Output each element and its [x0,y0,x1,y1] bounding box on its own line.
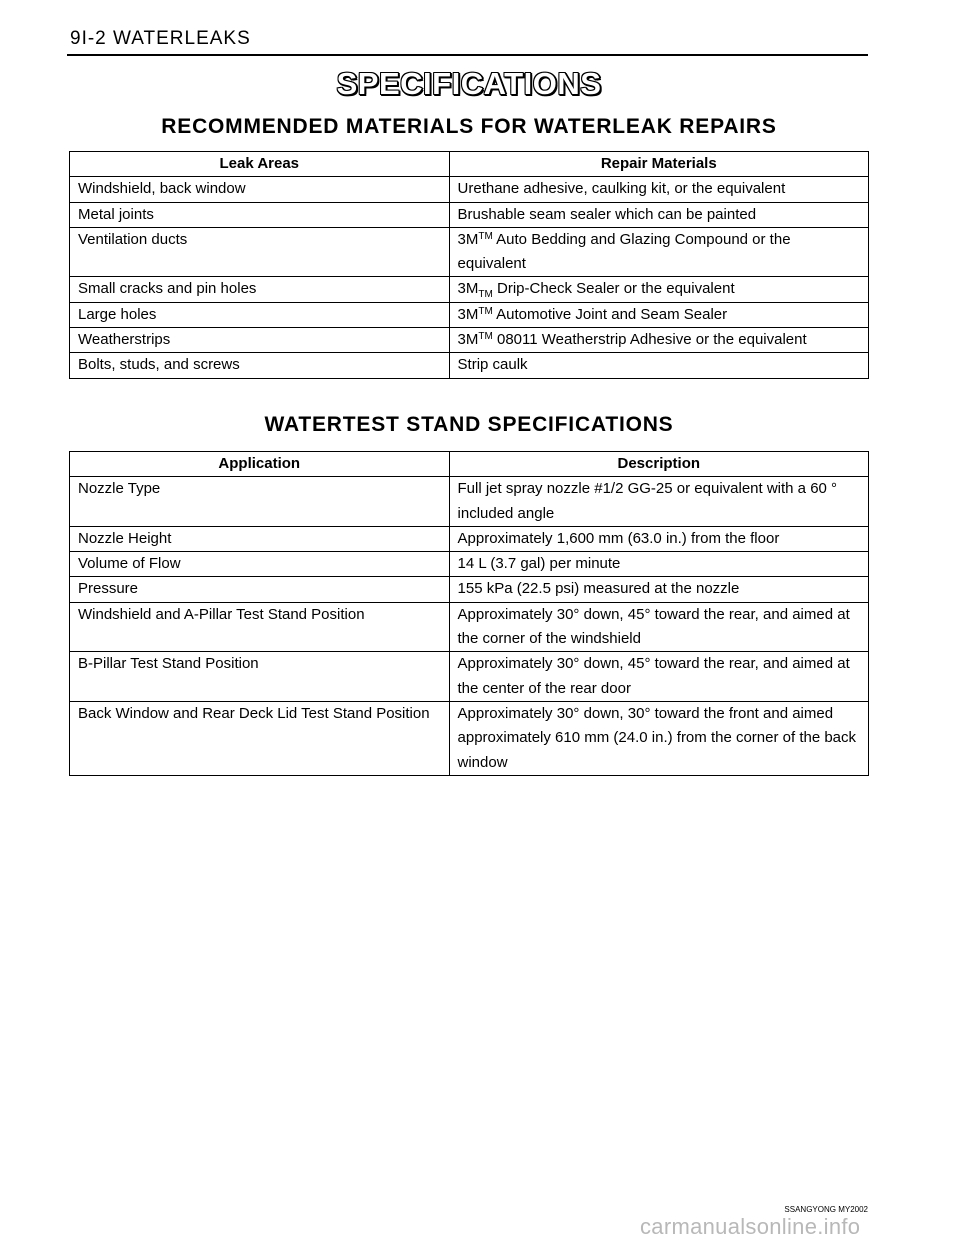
materials-table [69,151,869,379]
application-cell: Windshield and A-Pillar Test Stand Position [70,602,450,652]
page-header-title: 9I-2 WATERLEAKS [70,28,251,49]
table-row [70,353,869,378]
leak-area-cell: Large holes [70,302,450,327]
application-cell: Pressure [70,577,450,602]
brand-name: 3M [457,305,479,323]
repair-material-text: Auto Bedding and Glazing Compound or the equivalent [457,230,791,273]
column-header-repair-materials: Repair Materials [449,152,868,177]
repair-material-cell: Brushable seam sealer which can be painted [449,202,868,227]
watertest-section-title: WATERTEST STAND SPECIFICATIONS [264,413,674,436]
application-cell: Back Window and Rear Deck Lid Test Stand Position [70,701,450,775]
description-cell: Approximately 1,600 mm (63.0 in.) from the floor [449,526,868,551]
table-row [70,177,869,202]
header-rule [67,54,868,56]
brand-name: 3M [457,280,479,298]
description-cell: Approximately 30° down, 45° toward the rear, and aimed at the corner of the windshield [449,602,868,652]
brand-name: 3M [457,331,479,349]
watertest-header-row [70,452,869,477]
application-cell: Nozzle Height [70,526,450,551]
table-row [70,202,869,227]
table-row [70,328,869,353]
trademark-mark: TM [478,230,493,242]
trademark-mark: TM [478,305,493,317]
application-cell: B-Pillar Test Stand Position [70,652,450,702]
repair-material-cell [449,277,868,302]
application-cell: Nozzle Type [70,477,450,527]
column-header-application: Application [70,452,450,477]
description-cell: 155 kPa (22.5 psi) measured at the nozzle [449,577,868,602]
table-row [70,302,869,327]
description-cell: Approximately 30° down, 45° toward the rear, and aimed at the center of the rear door [449,652,868,702]
table-row [70,526,869,551]
leak-area-cell: Weatherstrips [70,328,450,353]
page-title: SPECIFICATIONS [336,66,602,101]
repair-material-cell [449,227,868,277]
table-row [70,477,869,527]
description-cell: 14 L (3.7 gal) per minute [449,552,868,577]
table-row [70,577,869,602]
column-header-description: Description [449,452,868,477]
repair-material-text: Drip-Check Sealer or the equivalent [492,280,735,298]
description-cell: Full jet spray nozzle #1/2 GG-25 or equivalent with a 60 ° included angle [449,477,868,527]
column-header-leak-areas: Leak Areas [70,152,450,177]
repair-material-cell: Urethane adhesive, caulking kit, or the equivalent [449,177,868,202]
table-row [70,652,869,702]
watertest-table [69,451,869,776]
leak-area-cell: Small cracks and pin holes [70,277,450,302]
leak-area-cell: Windshield, back window [70,177,450,202]
table-row [70,552,869,577]
description-cell: Approximately 30° down, 30° toward the front and aimed approximately 610 mm (24.0 in.) from the corner of the back window [449,701,868,775]
table-row [70,227,869,277]
application-cell: Volume of Flow [70,552,450,577]
repair-material-text: Automotive Joint and Seam Sealer [492,305,728,323]
leak-area-cell: Metal joints [70,202,450,227]
trademark-mark: TM [478,331,493,343]
repair-material-cell [449,302,868,327]
table-row [70,602,869,652]
table-row [70,701,869,775]
table-row [70,277,869,302]
trademark-mark: TM [478,289,493,301]
materials-header-row [70,152,869,177]
watermark-text: carmanualsonline.info [640,1214,861,1239]
materials-section-title: RECOMMENDED MATERIALS FOR WATERLEAK REPAIRS [161,115,777,138]
repair-material-text: 08011 Weatherstrip Adhesive or the equivalent [492,331,807,349]
repair-material-cell: Strip caulk [449,353,868,378]
repair-material-cell [449,328,868,353]
brand-name: 3M [457,230,479,248]
footer-document-id: SSANGYONG MY2002 [784,1205,868,1214]
leak-area-cell: Bolts, studs, and screws [70,353,450,378]
leak-area-cell: Ventilation ducts [70,227,450,277]
